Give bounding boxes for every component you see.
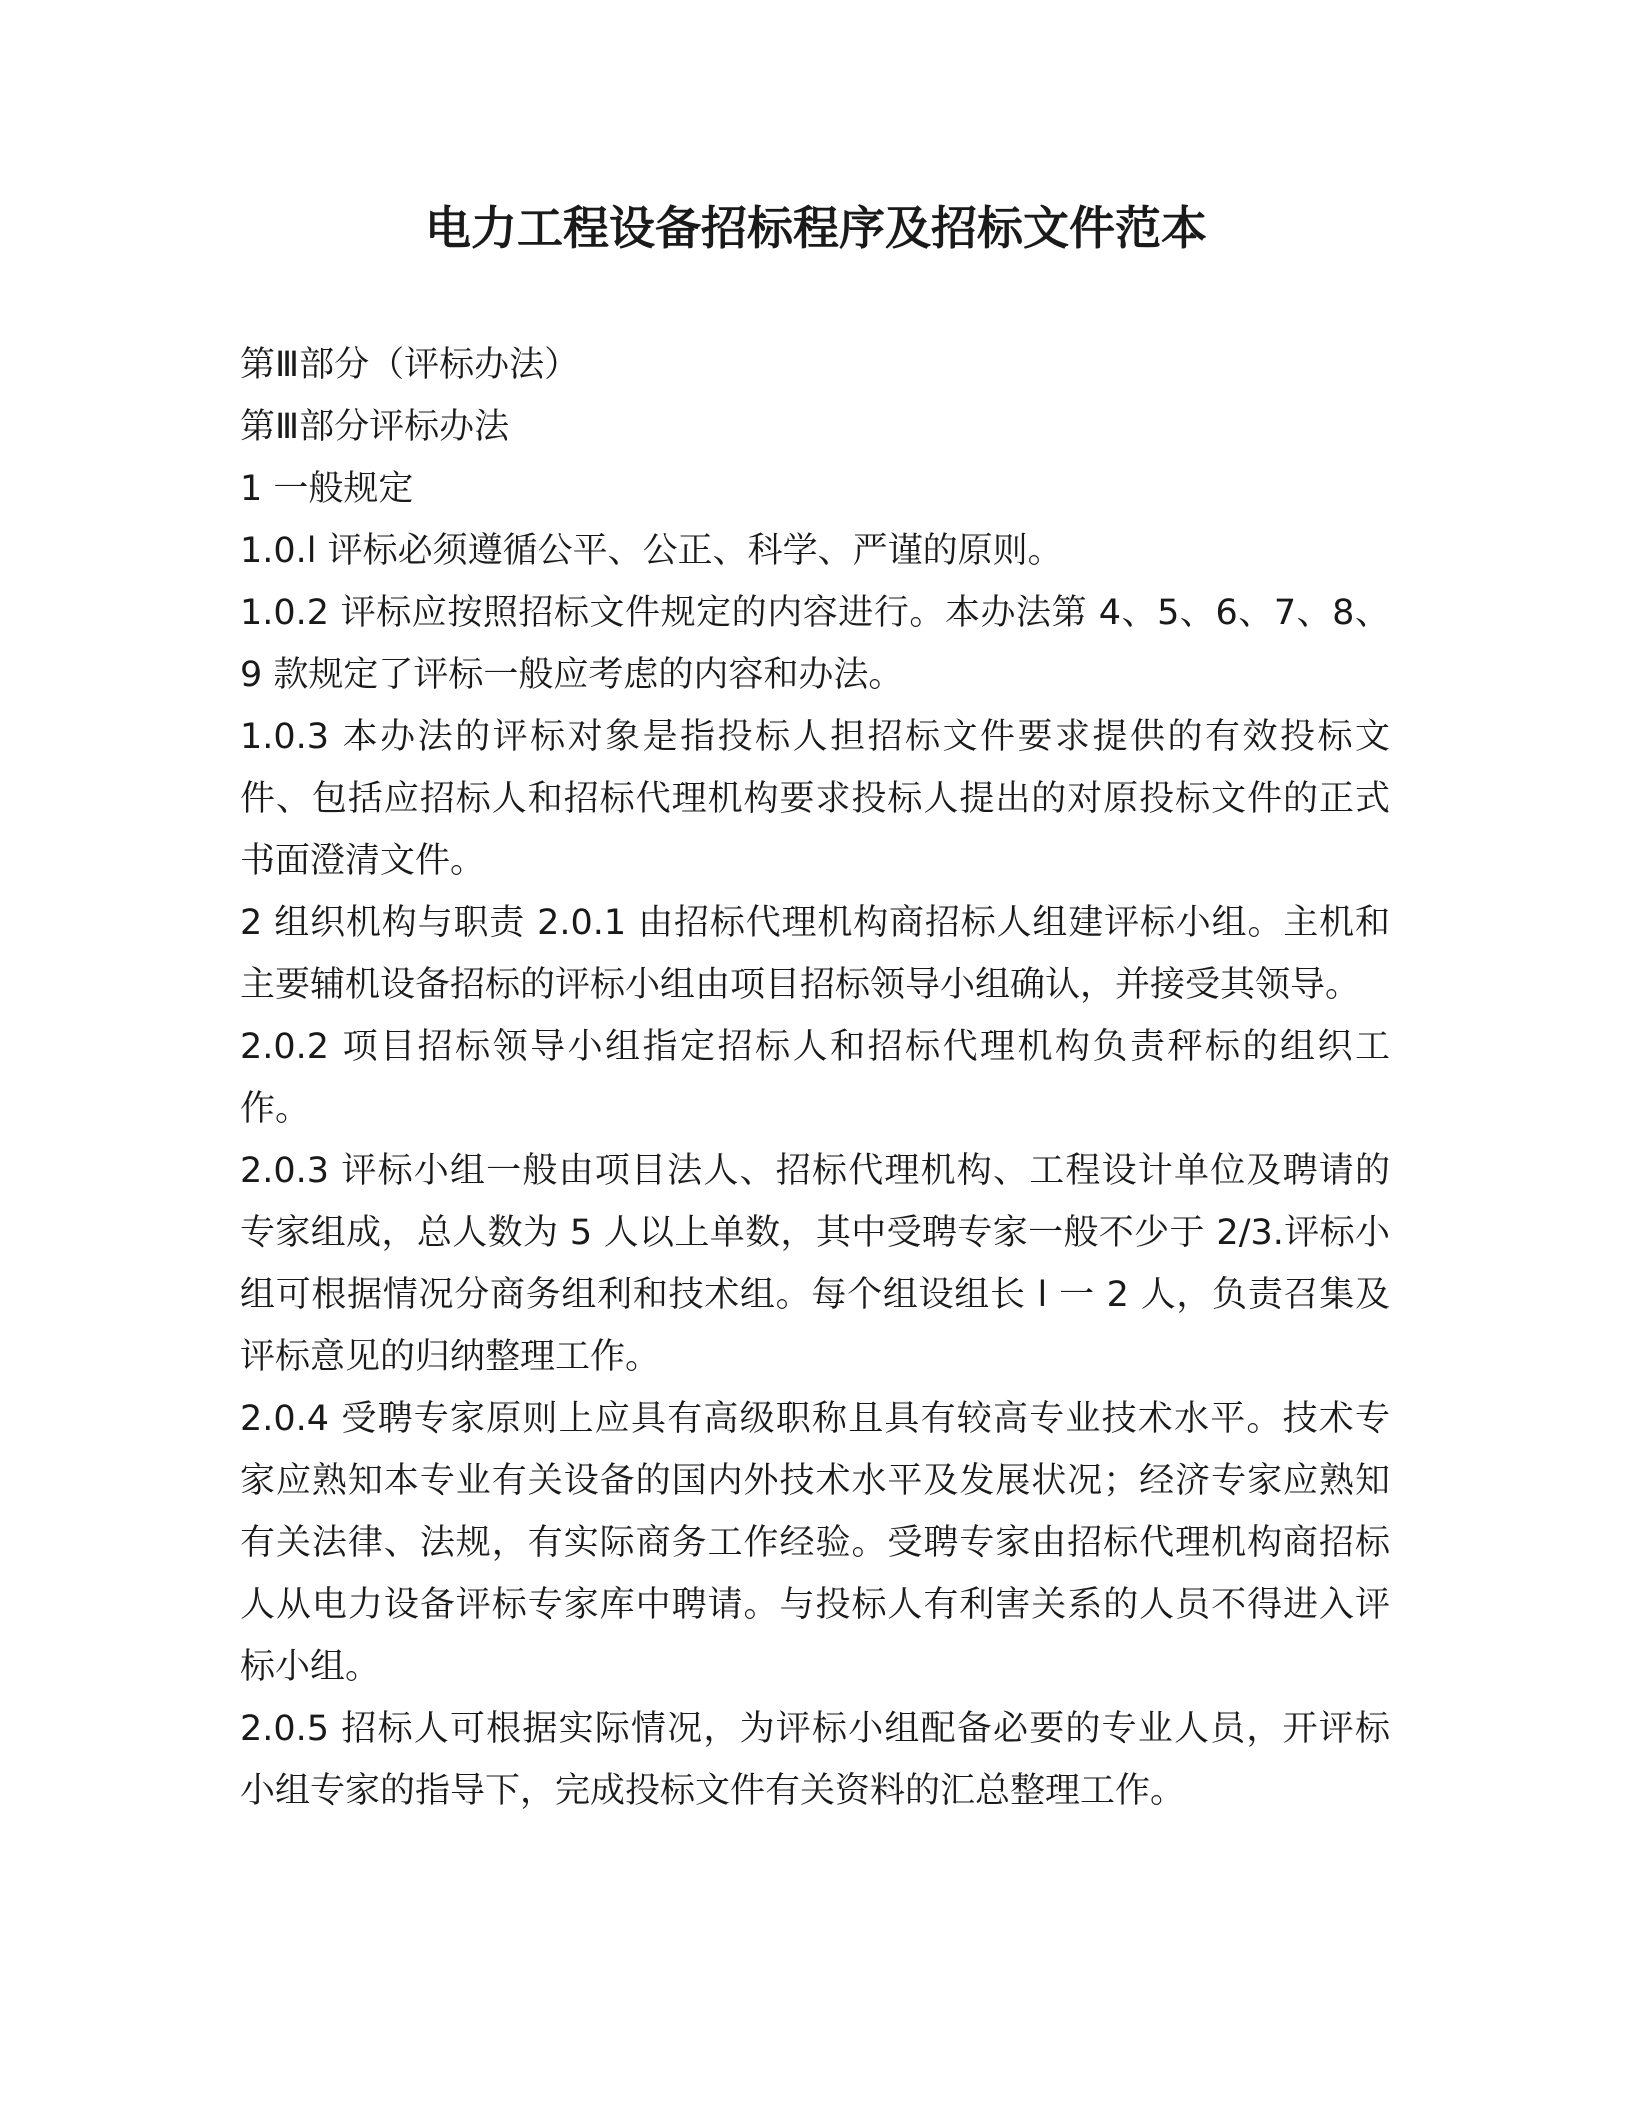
clause-heading-general: 1 一般规定 (240, 469, 414, 509)
clause-2-0-5: 2.0.5 招标人可根据实际情况，为评标小组配备必要的专业人员，开评标小组专家的指导下，完成投标文件有关资料的汇总整理工作。 (240, 1709, 1390, 1811)
section-heading: 第Ⅲ部分（评标办法） (240, 345, 580, 385)
clause-2-0-3: 2.0.3 评标小组一般由项目法人、招标代理机构、工程设计单位及聘请的专家组成，总人数为 5 人以上单数，其中受聘专家一般不少于 2/3.评标小组可根据情况分商务组利和技术组。每个组设组长 l 一 2 人，负责召集及评标意见的归纳整理工作。 (240, 1151, 1390, 1377)
clause-2-0-2: 2.0.2 项目招标领导小组指定招标人和招标代理机构负责秤标的组织工作。 (240, 1027, 1390, 1129)
clause-1-0-2: 1.0.2 评标应按照招标文件规定的内容进行。本办法第 4、5、6、7、8、9 款规定了评标一般应考虑的内容和办法。 (240, 593, 1390, 695)
document-title: 电力工程设备招标程序及招标文件范本 (425, 201, 1207, 255)
clause-2-0-4: 2.0.4 受聘专家原则上应具有高级职称且具有较高专业技术水平。技术专家应熟知本专业有关设备的国内外技术水平及发展状况；经济专家应熟知有关法律、法规，有实际商务工作经验。受聘专家由招标代理机构商招标人从电力设备评标专家库中聘请。与投标人有利害关系的人员不得进入评标小组。 (240, 1399, 1390, 1687)
document-body (240, 334, 1390, 1822)
clause-2-0-1: 2 组织机构与职责 2.0.1 由招标代理机构商招标人组建评标小组。主机和主要辅机设备招标的评标小组由项目招标领导小组确认，并接受其领导。 (240, 903, 1390, 1005)
clause-1-0-1: 1.0.l 评标必须遵循公平、公正、科学、严谨的原则。 (240, 531, 1063, 571)
clause-1-0-3: 1.0.3 本办法的评标对象是指投标人担招标文件要求提供的有效投标文件、包括应招标人和招标代理机构要求投标人提出的对原投标文件的正式书面澄清文件。 (240, 717, 1390, 881)
section-subheading: 第Ⅲ部分评标办法 (240, 407, 510, 447)
